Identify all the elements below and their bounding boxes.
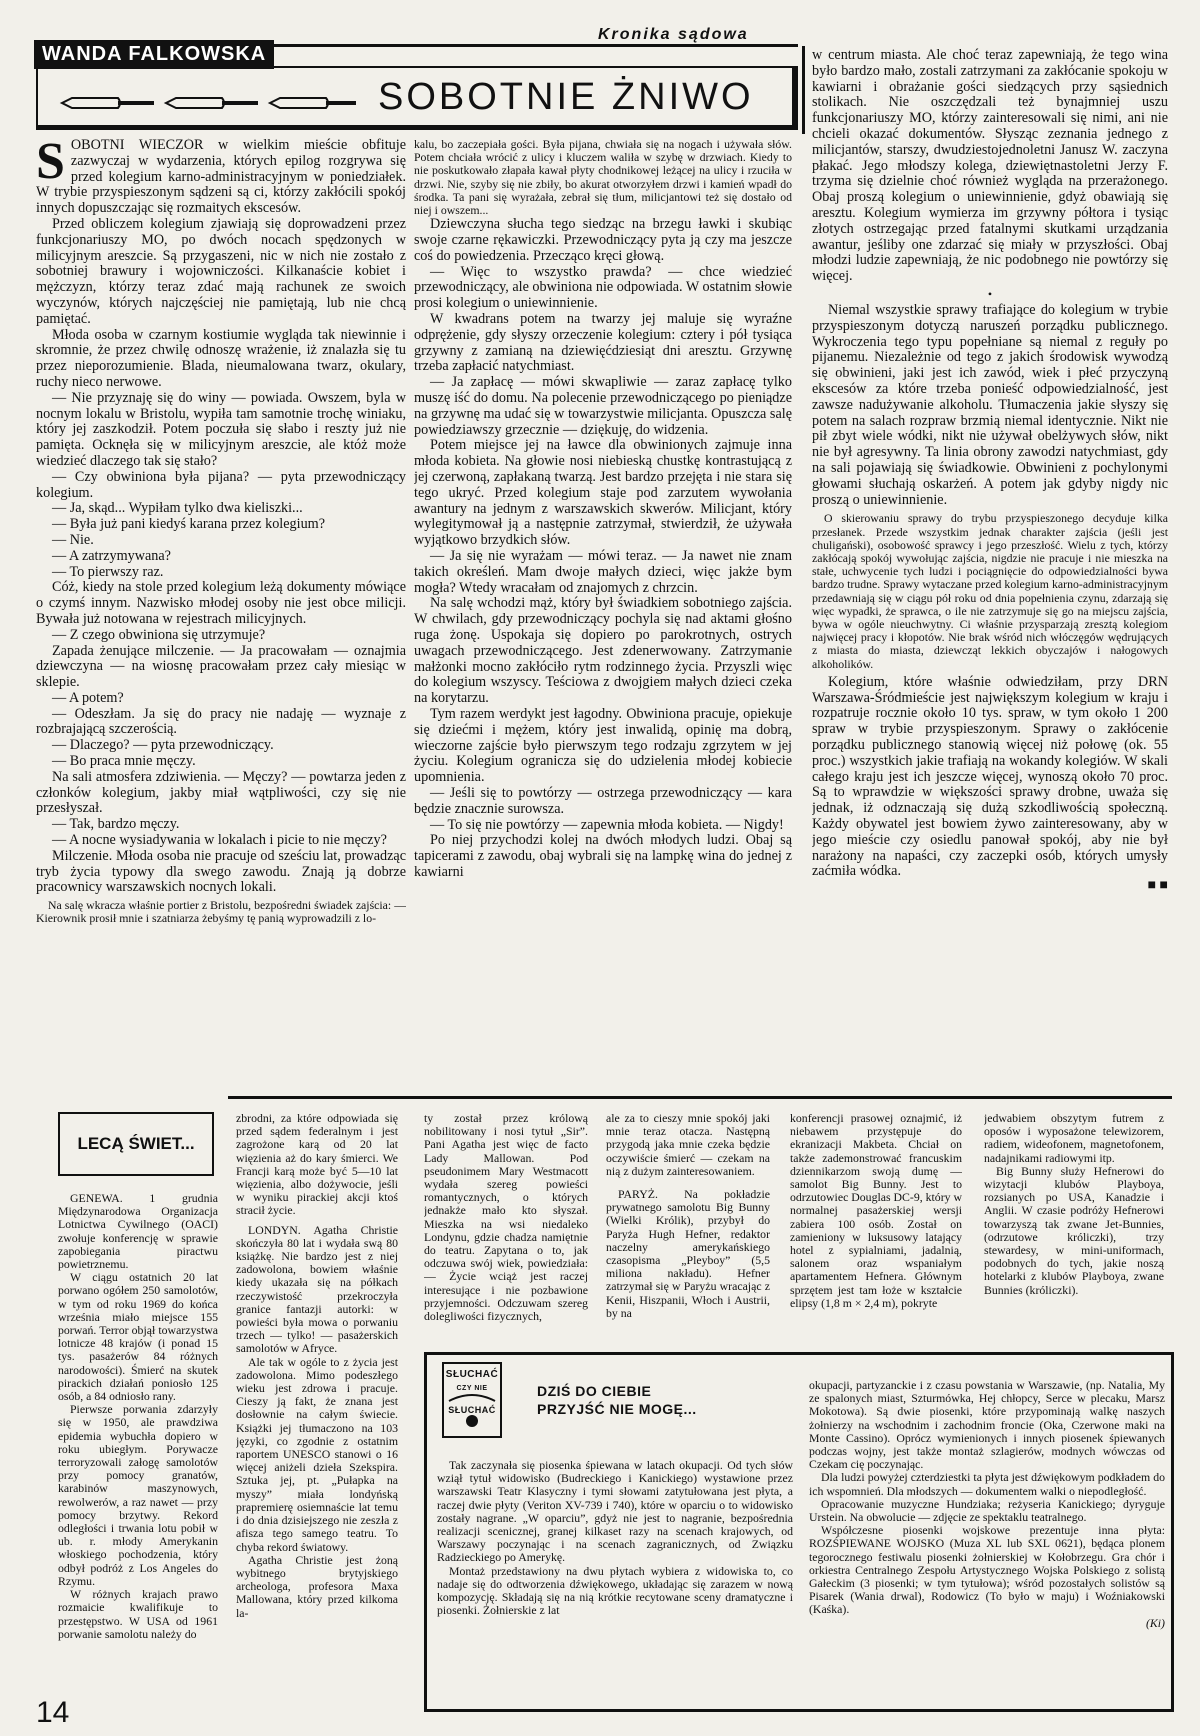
paragraph: — Czy obwiniona była pijana? — pyta przewodniczący kolegium. xyxy=(36,468,406,501)
author-name: WANDA FALKOWSKA xyxy=(34,40,274,69)
paragraph-small: Dla ludzi powyżej czterdziestki ta płyta jest dźwiękowym podkładem do ich wspomnień. Dla młodszych — dokumentem walki o niepodległość. xyxy=(809,1470,1165,1498)
paragraph-small: ty został przez królową nobilitowany i nosi tytuł „Sir”. Pani Agatha jest więc de facto Lady Mallowan. Pod pseudonimem Mary Westmacott wydała szereg powieści romantycznych, o których jednakże mało kto słyszał. Mieszka na wsi niedaleko Londynu, gdzie chadza namiętnie do teatru. Zapytana o to, jak odczuwa swój wiek, powiedziała: — Życie wciąż jest raczej interesujące i nie pozbawione przyjemności. Odczuwam szereg dolegliwości fizycznych, xyxy=(424,1112,588,1324)
signature: (Ki) xyxy=(1145,1615,1165,1630)
paragraph-small: ale za to cieszy mnie spokój jaki mnie teraz otacza. Następną przygodą jaka mnie czeka będzie oczywiście śmierć — czekam na nią z dużym zainteresowaniem. xyxy=(606,1112,770,1178)
paragraph: W kwadrans potem na twarzy jej maluje się wyraźne odprężenie, gdy słyszy orzeczenie kolegium: cztery i pół tysiąca grzywny z zamianą na dziewięćdziesiąt dni aresztu. Grzywnę trzeba zapłacić natychmiast. xyxy=(414,311,792,375)
badge-icon xyxy=(441,1361,503,1439)
paragraph: — A nocne wysiadywania w lokalach i picie to nie męczy? xyxy=(52,832,387,849)
news-heading: LECĄ ŚWIET... xyxy=(77,1134,195,1153)
paragraph: — Tak, bardzo męczy. xyxy=(52,816,180,833)
paragraph-small: PARYŻ. Na pokładzie prywatnego samolotu Big Bunny (Wielki Królik), przybył do Paryża Hugh Hefner, redaktor naczelny amerykańskiego czasopisma „Pleyboy” (5,5 miliona nakładu). Hefner zatrzymał się w Paryżu wracając z Kenii, Hiszpanii, Włoch i Austrii, by na xyxy=(606,1187,770,1320)
paragraph-small: jedwabiem obszytym futrem z oposów i wyposażone telewizorem, radiem, wideofonem, magnetofonem, nadajnikami radiowymi itp. xyxy=(984,1112,1164,1165)
drop-cap: S xyxy=(36,138,65,190)
article-column-1 xyxy=(36,138,406,1038)
paragraph-small: konferencji prasowej oznajmić, iż niebawem przystępuje do ekranizacji Makbeta. Chciał on także zademonstrować francuskim dziennikarzom swoją dumę — samolot Big Bunny. Jest to odrzutowiec Douglas DC-9, który w normalnej pasażerskiej wersji zabiera 100 osób. Został on zamieniony w luksusowy latający hotel z sypialniami, jadalnią, salonem oraz wspaniałym apartamentem Hefnera. Głównym sprzętem jest tam łoże w kształcie elipsy (1,8 m × 2,4 m), pokryte xyxy=(790,1112,962,1310)
page-number: 14 xyxy=(36,1696,70,1729)
paragraph-small: Współczesne piosenki wojskowe prezentuje inna płyta: ROZŚPIEWANE WOJSKO (Muza XL lub SXL 0621), będąca plonem tegorocznego festiwalu piosenki żołnierskiej w Kołobrzegu. Gra chór i orkiestra Centralnego Zespołu Artystycznego Wojska Polskiego z solistą Gałeckim (3 piosenki; w tym tytułowa); wśród pozostałych solistów są Pisarek (Wania drwal), Rodowicz (To było w maju) i Woźniakowski (Kaśka). xyxy=(809,1523,1165,1617)
article-column-2 xyxy=(414,138,792,1038)
paragraph: — To się nie powtórzy — zapewnia młoda kobieta. — Nigdy! xyxy=(430,816,784,833)
paragraph-small: W ciągu ostatnich 20 lat porwano ogółem 250 samolotów, w tym od roku 1969 do końca września miało miejsce 155 porwań. Terror objął towarzystwa lotnicze 48 krajów (i ponad 15 tys. pasażerów 84 różnych narodowości). Śmierć na skutek pirackich działań poniosło 125 osób, a 84 odniosło rany. xyxy=(58,1270,218,1404)
record-right-column xyxy=(809,1379,1165,1709)
badge-text-top: SŁUCHAĆ xyxy=(445,1369,499,1380)
paragraph: — Ja, skąd... Wypiłam tylko dwa kieliszki... xyxy=(52,500,303,517)
paragraph: — Bo praca mnie męczy. xyxy=(52,753,196,770)
badge-text-bottom: SŁUCHAĆ xyxy=(448,1405,496,1415)
news-heading-box xyxy=(58,1112,214,1176)
news-top-rule xyxy=(228,1096,1172,1099)
paragraph: — To pierwszy raz. xyxy=(52,563,164,580)
paragraph: w centrum miasta. Ale choć teraz zapewniają, że tego wina było bardzo mało, zostali zatrzymani za zakłócanie spokoju w kawiarni i obrażanie gości siedzących przy sąsiednich stolikach. Nie oszczędzali też bynajmniej uszu funkcjonariuszy MO, którzy zainteresowali się nimi, ani nie chcieli okazać dokumentów. Słysząc zeznania jednego z milicjantów, starszy, dwudziestojednoletni Janusz W. zaczyna płakać. Jego młodszy kolega, dziewiętnastoletni Jerzy F. trzyma się dzielnie choć również wygląda na przerażonego. Obaj proszą kolegium o uniewinnienie, gdyż obawiają się aresztu. Kolegium wymierza im grzywny półtora i tysiąc złotych ostrzegając przed fatalnymi skutkami urządzania awantur, jeśliby one zdarzać się miały w przyszłości. Obaj młodzi ludzie zapewniają, że nic podobnego nie powtórzy się więcej. xyxy=(812,48,1168,285)
record-heading-2: PRZYJŚĆ NIE MOGĘ... xyxy=(537,1401,697,1417)
paragraph: — Nie. xyxy=(52,531,94,548)
paragraph: — A potem? xyxy=(52,689,124,706)
badge-text-mid: CZY NIE xyxy=(456,1385,488,1392)
paragraph: Tym razem werdykt jest łagodny. Obwiniona pracuje, opiekuje się dziećmi i mężem, który jest inwalidą, opinię ma dobrą, wieczorne zajście było pierwszym tego rodzaju zgrzytem w jej życiu. Kolegium ogranicza się do udzielenia młodej kobiecie upomnienia. xyxy=(414,705,792,786)
paragraph-small: O skierowaniu sprawy do trybu przyspieszonego decyduje kilka przesłanek. Przede wszystkim jednak charakter zajścia (jeśli jest chuligański), osobowość sprawcy i jego przeszłość. Wielu z tych, którzy zakłócają spokój wywołując zajścia, nigdzie nie pracuje i nie mieszka na stałe, uchwycenie tych ludzi i pociągnięcie do odpowiedzialności bywa bardzo trudne. Sprawy wytaczane przed kolegium karno-administracyjnym przedawniają się w ciągu pół roku od dnia popełnienia czynu, zdarzają się więc wypadki, że sprawca, o ile nie zatrzymuje się go na miejscu zajścia, bywa w ogóle nieuchwytny. Ci właśnie przysparzają zresztą kolegiom najwięcej pracy i kłopotów. Nie brak wśród nich włóczęgów wędrujących z miasta do miasta, dziewcząt lekkich obyczajów i nałogowych alkoholików. xyxy=(812,511,1168,671)
paragraph: — Ja zapłacę — mówi skwapliwie — zaraz zapłacę tylko muszę iść do domu. Na polecenie przewodniczącego po pieniądze na grzywnę ma udać się w towarzystwie milicjanta. Opuszcza salę powiedziawszy grzecznie — dziękuję, do widzenia. xyxy=(414,374,792,438)
paragraph: — Jeśli się to powtórzy — ostrzega przewodniczący — kara będzie znacznie surowsza. xyxy=(414,784,792,817)
paragraph: — Z czego obwiniona się utrzymuje? xyxy=(52,626,266,643)
paragraph: Milczenie. Młoda osoba nie pracuje od sześciu lat, prowadząc tryb życia typowy dla swego zawodu. Znają ją dobrze pracownicy warszawskich nocnych lokali. xyxy=(36,847,406,896)
paragraph: — Odeszłam. Ja się do pracy nie nadaję — wyznaje z rozbrajającą szczerością. xyxy=(36,705,406,738)
article-column-3 xyxy=(812,48,1168,1088)
paragraph-small: zbrodni, za które odpowiada się przed sądem federalnym i jest zagrożone karą od 20 lat więzienia aż do kary śmierci. We Francji karą może być 5—10 lat więzienia, albo dożywocie, jeśli w wyniku pirackiej akcji ktoś stracił życie. xyxy=(236,1112,398,1218)
paragraph: OBOTNI WIECZÓR w wielkim mieście obfituje zazwyczaj w wydarzenia, których epilog rozgrywa się przed kolegium karno-administracyjnym w poniedziałek. W trybie przyspieszonym sądzeni są ci, którzy zakłócili spokój innych dopuszczając się rozmaitych ekscesów. xyxy=(36,138,406,217)
section-header: Kronika sądowa xyxy=(598,26,749,43)
paragraph-small: W różnych krajach prawo rozmaicie kwalifikuje to przestępstwo. W USA od 1961 porwanie samolotu należy do xyxy=(58,1587,218,1641)
paragraph: Na salę wchodzi mąż, który był świadkiem sobotniego zajścia. W chwilach, gdy przewodniczący pochyla się nad aktami głośno ruga żonę. Uspokaja się dopiero po parokrotnych, ostrych uwagach przewodniczącego. Jest zdenerwowany. Zatrzymanie małżonki mocno zakłóciło rytm rodzinnego życia. Przyszli więc do kolegium wszyscy. Teściowa z dwojgiem małych dzieci czeka na korytarzu. xyxy=(414,595,792,707)
paragraph: — Dlaczego? — pyta przewodniczący. xyxy=(52,737,274,754)
paragraph-small: okupacji, partyzanckie i z czasu powstania w Warszawie, (np. Natalia, My ze spalonych miast, Szturmówka, Hej chłopcy, Serce w plecaku, Marsz Mokotowa). Są dwie piosenki, które przypominają walkę naszych żołnierzy na wschodnim i zachodnim froncie (Oka, Czerwone maki na Monte Cassino). Oprócz wymienionych i innych piosenek śpiewanych podczas wojny, jest także montaż szlagierów, modnych wówczas od Czekam cię poczynając. xyxy=(809,1379,1165,1472)
paragraph-small: Pierwsze porwania zdarzyły się w 1950, ale prawdziwa epidemia wybuchła dopiero w roku ubiegłym. Porywacze terroryzowali załogę samolotów przy pomocy granatów, karabinów maszynowych, rewolwerów, a raz nawet — przy pomocy brzytwy. Rekord odległości i trwania lotu pobił w ub. r. młody Amerykanin włoskiego pochodzenia, który odbył podróż z Los Angeles do Rzymu. xyxy=(58,1402,218,1588)
paragraph: — Nie przyznaję się do winy — powiada. Owszem, byla w nocnym lokalu w Bristolu, wypiła tam samotnie trochę winiaku, który jej zaszkodził. Potem poczuła się słabo i reszty już nie pamięta. Ocknęła się w milicyjnym areszcie, ale któż może wiedzieć dlaczego tak się stało? xyxy=(36,389,406,469)
paragraph: Zapada żenujące milczenie. — Ja pracowałam — oznajmia dziewczyna — na wiosnę pracowałam przez cały miesiąc w sklepie. xyxy=(36,642,406,691)
paragraph: Cóż, kiedy na stole przed kolegium leżą dokumenty mówiące o czymś innym. Nazwisko młodej osoby nie jest obce milicji. Bywała już notowana w rejestrach milicyjnych. xyxy=(36,579,406,627)
paragraph-small: Opracowanie muzyczne Hundziaka; reżyseria Kanickiego; dyryguje Urstein. Na obwolucie — zdjęcie ze spektaklu teatralnego. xyxy=(809,1496,1165,1525)
paragraph: — Była już pani kiedyś karana przez kolegium? xyxy=(52,516,326,533)
paragraph-small: GENEWA. 1 grudnia Międzynarodowa Organizacja Lotnictwa Cywilnego (OACI) zwołuje konferencję w sprawie zapobiegania piractwu powietrznemu. xyxy=(58,1192,218,1272)
paragraph: — Więc to wszystko prawda? — chce wiedzieć przewodniczący, ale obwiniona nie odpowiada. W ostatnim słowie prosi kolegium o uniewinnienie. xyxy=(414,263,792,312)
paragraph-small: Montaż przedstawiony na dwu płytach wybiera z widowiska to, co nadaje się do odtworzenia dźwiękowego, układając się zarazem w nową kompozycję. Składają się na nią krótkie recytowane sceny dramatyczne i piosenki. Żołnierskie z lat xyxy=(437,1563,793,1618)
paragraph-small: LONDYN. Agatha Christie skończyła 80 lat i wydała swą 80 książkę. Nie bardzo jest z niej zadowolona, bowiem właśnie kiedy ukazała się na półkach rzeczywistość przekroczyła granice fantazji autorki: w powieści była mowa o porwaniu trzech — tylko! — pasażerskich samolotów w Afryce. xyxy=(236,1222,398,1356)
paragraph: Potem miejsce jej na ławce dla obwinionych zajmuje inna młoda kobieta. Na głowie nosi niebieską chustkę kontrastującą z jej czerwoną, zapłakaną twarzą. Jest bardzo przejęta i nie stara się tego ukryć. Przed kolegium staje pod zarzutem wywołania awantury na jednym z warszawskich skwerów. Milicjant, który wylegitymował ją a następnie zatrzymał, stwierdził, że używała wyjątkowo brzydkich słów. xyxy=(414,437,792,549)
paragraph: Dziewczyna słucha tego siedząc na brzegu ławki i skubiąc swoje czarne rękawiczki. Przewodniczący pyta ją czy ma jeszcze coś do powiedzenia. Przecząco kręci głową. xyxy=(414,216,792,264)
paragraph: Na sali atmosfera zdziwienia. — Męczy? — powtarza jeden z członków kolegium, jakby miał wątpliwości, czy się nie przesłyszał. xyxy=(36,768,406,817)
separator-dot-icon: • xyxy=(987,286,993,301)
news-column-3 xyxy=(424,1112,588,1352)
paragraph-small: Ale tak w ogóle to z życia jest zadowolona. Mimo podeszłego wieku jest zdrowa i pracuje. Cieszy ją fakt, że znana jest dosłownie na całym świecie. Książki jej tłumaczono na 103 języki, co zgodnie z ostatnim raportem UNESCO stanowi o 16 więcej aniżeli dzieła Szekspira. Sztuka jej, pt. „Pułapka na myszy” miała londyńską prapremierę osiemnaście lat temu i do dnia dzisiejszego nie zeszła z afisza tego samego teatru. To chyba rekord światowy. xyxy=(236,1354,398,1554)
news-column-4 xyxy=(606,1112,770,1352)
record-heading-1: DZIŚ DO CIEBIE xyxy=(537,1383,652,1399)
paragraph: — Ja się nie wyrażam — mówi teraz. — Ja nawet nie znam takich określeń. Mam dwoje małych dzieci, więc jakże bym mogła? Wtedy wracałam od znajomych z chrzcin. xyxy=(414,547,792,596)
column-rule xyxy=(802,46,805,134)
paragraph: Po niej przychodzi kolej na dwóch młodych ludzi. Obaj są tapicerami z zawodu, obaj wybrali się na lampkę wina do jednej z kawiarni xyxy=(414,832,792,880)
paragraph: Kolegium, które właśnie odwiedziłam, przy DRN Warszawa-Śródmieście jest największym kolegium w kraju i rozpatruje rocznie około 10 tys. spraw, w tym około 1 200 spraw w trybie przyspieszonym. Sprawy o zakłócenie porządku publicznego stanowią więcej niż połowę (ok. 55 proc.) wszystkich jakie trafiają na wokandy kolegiów. W skali całego kraju jest ich jeszcze więcej, wynoszą około 70 proc. Są to wprawdzie w większości sprawy drobne, uważa się jednak, iż odznaczają się dużą szkodliwością społeczną. Każdy obywatel jest bowiem żywo zainteresowany, aby w jego mieście czy osiedlu panował spokój, aby nie był narażony na napaści, czy zaczepki osób, których umysły zaćmiła wódka. xyxy=(812,673,1168,880)
paragraph-small: Agatha Christie jest żoną wybitnego brytyjskiego archeologa, profesora Maxa Mallowana, który przed kilkoma la- xyxy=(236,1552,398,1620)
paragraph: Przed obliczem kolegium zjawiają się doprowadzeni przez funkcjonariuszy MO, po dwóch nocach spędzonych w milicyjnym areszcie. Są przygaszeni, nic w nich nie zostało z sobotniej brawury i wojowniczości. Kilkanaście kobiet i mężczyzn, którzy teraz zdać mają rachunek ze swoich wyczynów, których najczęściej nie pamiętają, lub nie chcą pamiętać. xyxy=(36,215,406,327)
paragraph: — A zatrzymywana? xyxy=(52,547,171,564)
paragraph-small: kalu, bo zaczepiała gości. Była pijana, chwiała się na nogach i używała słów. Potem chciała wrócić z ulicy i kluczem waliła w szybę w drzwiach. Kiedy to nie poskutkowało złapała kawał płyty chodnikowej leżącej na ulicy i rzuciła w drzwi. Nie, szyby się nie zbiły, bo akurat otworzyłem drzwi i kamień wpadł do środka. Ta pani się wyrażała, zebrał się tłum, milicjantowi też się dostało od niej i owszem... xyxy=(414,138,792,218)
news-column-2 xyxy=(236,1112,398,1712)
title-box xyxy=(36,66,798,130)
paragraph-small: Na salę wkracza właśnie portier z Bristolu, bezpośredni świadek zajścia: — Kierownik prosił mnie i szatniarza żebyśmy tę panią wyprowadzili z lo- xyxy=(36,898,406,926)
news-column-1 xyxy=(58,1192,218,1702)
paragraph-small: Tak zaczynała się piosenka śpiewana w latach okupacji. Od tych słów wziął tytuł widowisko (Budreckiego i Kanickiego) wystawione przez warszawski Teatr Klasyczny i tymi słowami zatytułowana jest płyta, a raczej dwie płyty (Veriton XV-739 i 740), które w oparciu o to widowisko zostały nagrane. „W oparciu”, gdyż nie jest to nagranie, bezpośrednia realizacji scenicznej, granej kilkaset razy na scenach krajowych, od Warszawy poczynając i na scenach zagranicznych, od Związku Radzieckiego po Amerykę. xyxy=(437,1459,793,1565)
bottles-icon xyxy=(58,90,358,116)
news-column-6 xyxy=(984,1112,1164,1352)
end-mark-icon: ■ ■ xyxy=(1147,878,1168,894)
record-left-column xyxy=(437,1459,793,1709)
paragraph-small: Big Bunny służy Hefnerowi do wizytacji klubów Playboya, rozsianych po USA, Kanadzie i Anglii. W czasie podróży Hefnerowi towarzyszą tak zwane Jet-Bunnies, (odrzutowe króliczki), trzy stewardesy, w mini-uniformach, podobnych do tych, jakie noszą hotelarki z klubów Playboya, zwane Bunnies (króliczki). xyxy=(984,1163,1164,1297)
article-title: SOBOTNIE ŻNIWO xyxy=(378,76,754,118)
record-review-box xyxy=(424,1352,1174,1712)
paragraph: Młoda osoba w czarnym kostiumie wygląda tak niewinnie i skromnie, że przez chwilę odnoszę wrażenie, iż znalazła się tu przez nieporozumienie. Blada, nieumalowana twarz, okulary, ruchy nieco nerwowe. xyxy=(36,326,406,390)
paragraph: Niemal wszystkie sprawy trafiające do kolegium w trybie przyspieszonym dotyczą naruszeń porządku publicznego. Wykroczenia tego typu popełniane są niemal z reguły po pijanemu. Niezależnie od tego z jakich środowisk wywodzą się obwinieni, jaki jest ich zawód, wiek i płeć przyczyną ekscesów za które trzeba ponieść odpowiedzialność, jest zawsze nadużywanie alkoholu. Tłumaczenia jakie słyszy się potem na salach rozpraw brzmią niemal identycznie. Nikt nie pił zbyt wiele wódki, nikt nie używał obelżywych słów, nikt nie był agresywny. Ta linia obrony zawodzi natychmiast, gdy na sali pojawiają się świadkowie. Obwinieni z pochylonymi głowami słuchają oskarżeń. A potem jak gdyby nigdy nic proszą o uniewinnienie. xyxy=(812,301,1168,508)
news-column-5 xyxy=(790,1112,962,1352)
